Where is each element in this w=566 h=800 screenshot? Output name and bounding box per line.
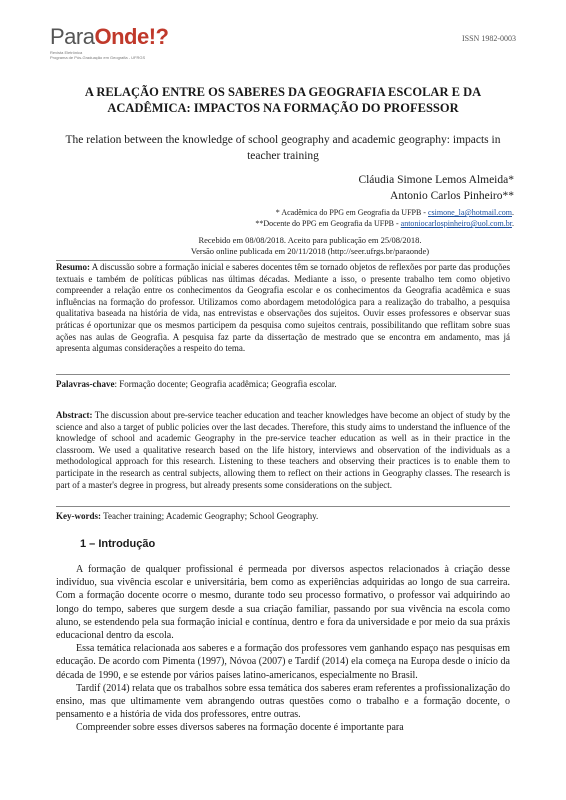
paragraph: Essa temática relacionada aos saberes e a formação dos professores vem ganhando espaço nas pesquisas em educação. De acordo com Pimenta (1997), Nóvoa (2007) e Tardif (2014) ela começa na Europa desde o início da década de 1990, e se estende por vários países latino-americanos, especialmente no Brasil.	[56, 643, 510, 681]
divider-resumo	[56, 374, 510, 375]
abstract	[56, 410, 510, 491]
paragraph: A formação de qualquer profissional é permeada por diversos aspectos relacionados à criação desse indivíduo, sua vivência escolar e universitária, bem como as experiências adquiridas ao longo de sua carreira. Com a formação docente ocorre o mesmo, durante todo seu processo formativo, o professor vai adquirindo ao longo do tempo, saberes que surgem desde a sua criação familiar, passando por sua vivência na escola como aluno, se estendendo pela sua formação inicial e contínua, dentro e fora da universidade e por meio da sua práxis educacional dentro da escola.	[56, 564, 510, 642]
journal-header	[50, 24, 530, 68]
palavras-chave-label: Palavras-chave	[56, 379, 115, 389]
issn: ISSN 1982-0003	[461, 34, 516, 43]
divider-top	[56, 260, 510, 261]
affiliation-1: * Acadêmica do PPG em Geografia da UFPB - csimone_la@hotmail.com.	[275, 208, 514, 217]
resumo-label: Resumo:	[56, 262, 90, 272]
logo-subtitle-2: Programa de Pós-Graduação em Geografia - UFRGS	[50, 55, 146, 60]
resumo	[56, 262, 510, 355]
affiliation-2: **Docente do PPG em Geografia da UFPB - antoniocarlospinheiro@uol.com.br.	[255, 219, 514, 228]
author-2: Antonio Carlos Pinheiro**	[390, 190, 514, 202]
divider-abstract	[56, 506, 510, 507]
logo-subtitle-1: Revista Eletrônica	[50, 50, 83, 55]
author-1-email-link[interactable]: csimone_la@hotmail.com	[427, 208, 512, 217]
keywords-label: Key-words:	[56, 511, 101, 521]
author-list	[358, 172, 514, 204]
palavras-chave	[56, 378, 510, 390]
paper-title: A RELAÇÃO ENTRE OS SABERES DA GEOGRAFIA ESCOLAR E DA ACADÊMICA: IMPACTOS NA FORMAÇÃO DO PROFESSOR	[84, 85, 482, 115]
resumo-text: A discussão sobre a formação inicial e saberes docentes têm se tornado objetos de reflexões por parte das produções textuais e também de políticas públicas nas últimas décadas. Mediante a isso, o presente trabalho tem como objetivo compreender a relação entre os conhecimentos da Geografia escolar e os conhecimentos da Geografia acadêmica e suas influências na formação do professor. Utilizamos como abordagem metodológica para a realização do trabalho, a pesquisa qualitativa baseada na história de vida, nas entrevistas e observações dos sujeitos. Ouvir esses professores e observar suas práticas é oportunizar que os mesmos participem da pesquisa como sujeitos centrais, possibilitando que reflitam sobre suas ações nas aulas de Geografia. A pesquisa faz parte da dissertação de mestrado que se encontra em andamento, mas já apresenta algumas considerações a respeito do tema.	[56, 262, 510, 354]
paper-subtitle: The relation between the knowledge of school geography and academic geography: impacts in teacher training	[65, 134, 501, 162]
logo-onde-text: Onde!?	[94, 24, 169, 49]
keywords-text: Teacher training; Academic Geography; School Geography.	[101, 511, 319, 521]
author-1: Cláudia Simone Lemos Almeida*	[358, 174, 514, 186]
publication-dates	[160, 235, 460, 257]
online-date: Versão online publicada em 20/11/2018 (http://seer.ufrgs.br/paraonde)	[190, 246, 430, 256]
paragraph: Compreender sobre esses diversos saberes na formação docente é importante para	[76, 722, 404, 734]
body-text	[56, 563, 510, 735]
author-2-email-link[interactable]: antoniocarlospinheiro@uol.com.br	[400, 219, 512, 228]
palavras-chave-text: : Formação docente; Geografia acadêmica; Geografia escolar.	[114, 379, 337, 389]
section-heading: 1 – Introdução	[80, 538, 156, 550]
logo-para-text: Para	[50, 24, 95, 49]
affiliations	[255, 207, 514, 229]
abstract-text: The discussion about pre-service teacher education and teacher knowledges have become an object of study by the science and also a target of public policies over the last decades. Therefore, this study aims to understand the influence of the knowledge of school and academic Geography in the pre-service teacher education as well as in their practice in the classroom. We used a qualitative research based on the life history, interviews and observation of the individuals as a methodological approach for this research. Listening to these teachers and observing their practices is to enable them to participate in the research as central subjects, allowing them to reflect on their actions in Geography classes. The research is part of a master's degree in progress, but already presents some considerations on the subject.	[56, 410, 510, 490]
keywords	[56, 510, 510, 522]
journal-logo	[50, 24, 168, 68]
received-date: Recebido em 08/08/2018. Aceito para publicação em 25/08/2018.	[198, 235, 422, 245]
abstract-label: Abstract:	[56, 410, 93, 420]
paragraph: Tardif (2014) relata que os trabalhos sobre essa temática dos saberes eram referentes a profissionalização do ensino, mas que ultimamente vem abrangendo outras questões como o trabalho e a formação docente, o pensamento e a história de vida dos professores, entre outras.	[56, 682, 510, 721]
